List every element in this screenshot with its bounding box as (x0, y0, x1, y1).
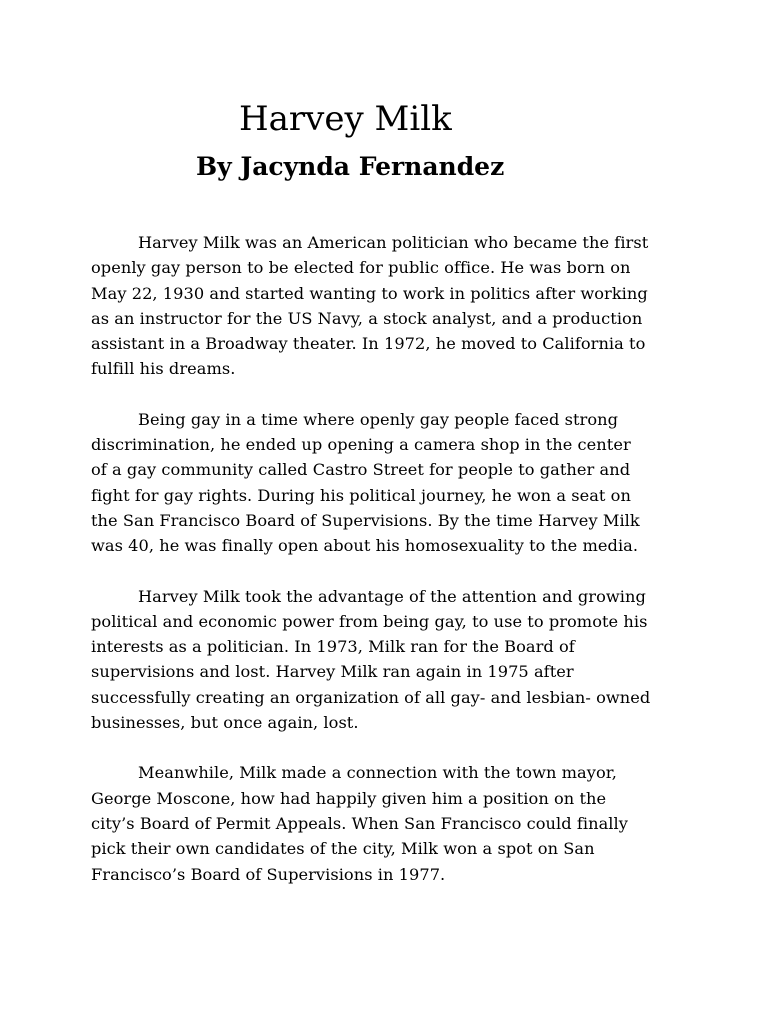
paragraph-line: Harvey Milk took the advantage of the attention and growing (138, 586, 646, 606)
paragraph-line: May 22, 1930 and started wanting to work in politics after working (91, 283, 648, 303)
paragraph-line: Francisco’s Board of Supervisions in 1977. (91, 864, 446, 884)
paragraph-line: of a gay community called Castro Street for people to gather and (91, 460, 631, 480)
paragraph-line: political and economic power from being gay, to use to promote his (91, 611, 648, 631)
paragraph-3 (91, 584, 691, 736)
paragraph-line: assistant in a Broadway theater. In 1972, he moved to California to (91, 334, 646, 354)
paragraph-line: businesses, but once again, lost. (91, 713, 359, 733)
paragraph-line: was 40, he was finally open about his homosexuality to the media. (91, 536, 639, 556)
paragraph-line: Harvey Milk was an American politician who became the first (138, 233, 649, 252)
paragraph-line: interests as a politician. In 1973, Milk ran for the Board of (91, 637, 575, 657)
paragraph-line: supervisions and lost. Harvey Milk ran again in 1975 after (91, 662, 574, 682)
document-body (91, 230, 691, 912)
paragraph-line: Being gay in a time where openly gay people faced strong (138, 409, 619, 429)
paragraph-line: the San Francisco Board of Supervisions. By the time Harvey Milk (91, 510, 640, 530)
document-author: By Jacynda Fernandez (196, 152, 505, 181)
paragraph-2 (91, 407, 691, 559)
paragraph-line: city’s Board of Permit Appeals. When San Francisco could finally (91, 813, 628, 833)
paragraph-line: Meanwhile, Milk made a connection with the town mayor, (138, 763, 617, 783)
paragraph-line: fight for gay rights. During his political journey, he won a seat on (91, 485, 631, 505)
document-title: Harvey Milk (239, 99, 452, 139)
paragraph-line: successfully creating an organization of all gay- and lesbian- owned (91, 687, 651, 707)
paragraph-1 (91, 230, 691, 382)
paragraph-line: openly gay person to be elected for public office. He was born on (91, 258, 631, 278)
paragraph-line: discrimination, he ended up opening a camera shop in the center (91, 435, 631, 455)
paragraph-line: fulfill his dreams. (91, 359, 236, 379)
paragraph-line: George Moscone, how had happily given him a position on the (91, 788, 607, 808)
paragraph-line: pick their own candidates of the city, Milk won a spot on San (91, 839, 595, 859)
paragraph-line: as an instructor for the US Navy, a stock analyst, and a production (91, 308, 643, 328)
paragraph-4 (91, 760, 691, 886)
